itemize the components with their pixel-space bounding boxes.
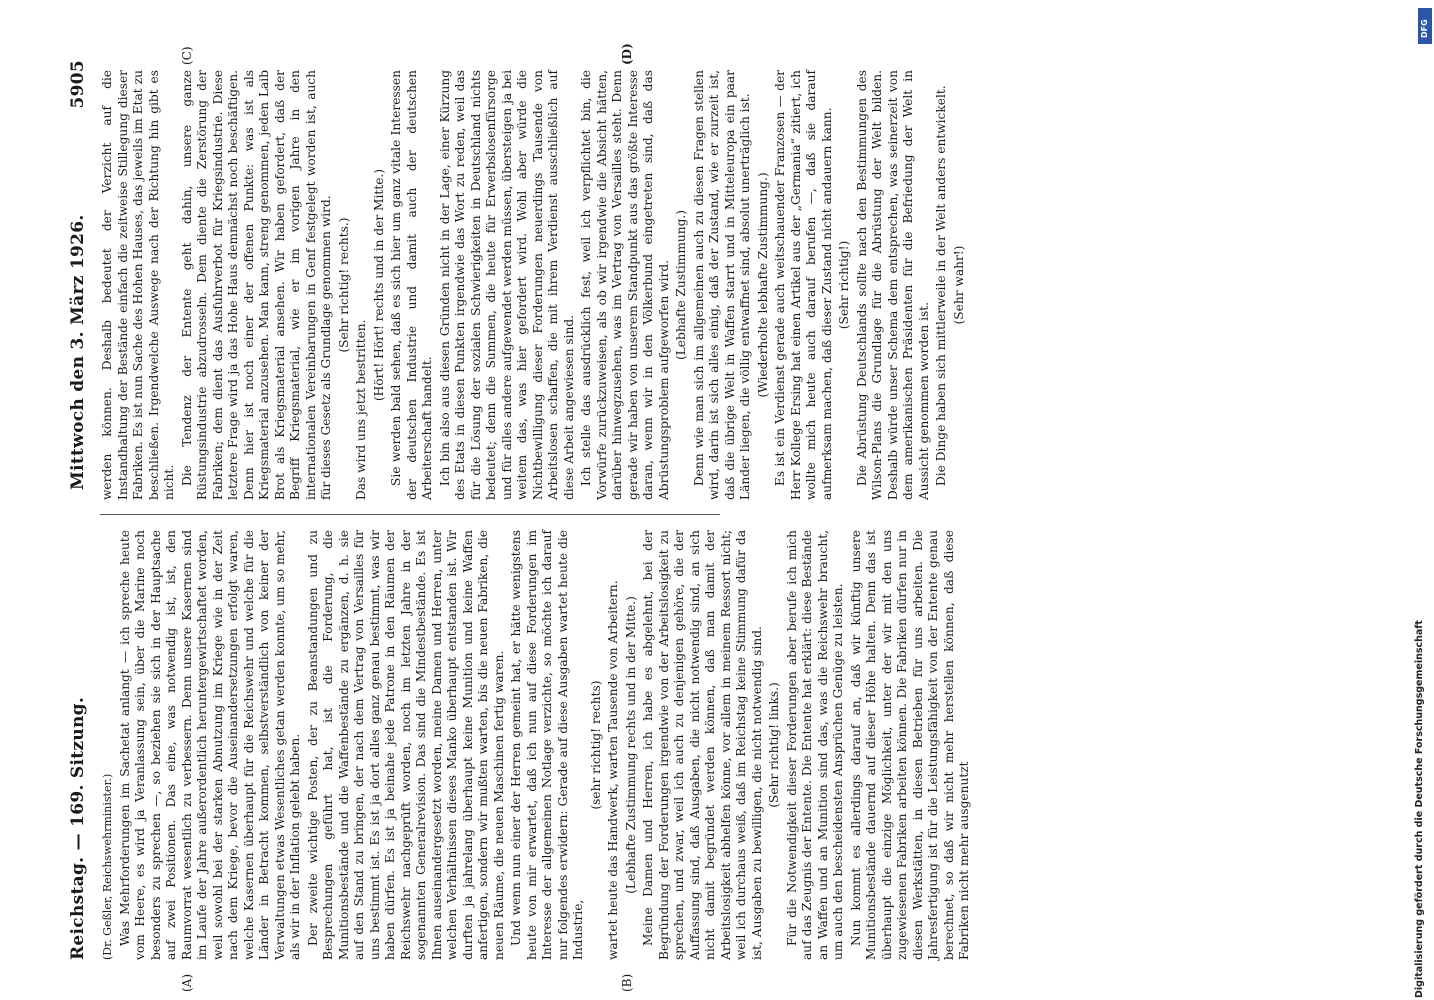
interjection: (Sehr richtig! links.) <box>767 682 781 808</box>
paragraph: Nun kommt es allerdings darauf an, daß wir künftig unsere Munitionsbestände dauernd auf dieser Höhe halten. Denn das ist überhaupt die einzige Möglichkeit, unter der wir mit den uns zugewiesenen Fabriken arbeiten können. Die Fabriken dürfen nur in diesen Werkstätten, in diesen Betrieben für uns arbeiten. Die Jahresfertigung ist für die Leistungsfähigkeit von der Entente genau berechnet, so daß wir nicht mehr herstellen können, daß diese Fabriken nicht mehr ausgenutzt <box>848 530 971 960</box>
interjection: (Sehr richtig!) <box>837 240 851 330</box>
paragraph: Das wird uns jetzt bestritten. <box>354 319 368 500</box>
paragraph: werden können. Deshalb bedeutet der Verzicht auf die Instandhaltung der Bestände einfach die zeitweise Stillegung dieser Fabriken. Es ist nun Sache des Hohen Hauses, das jeweils im Etat zu beschließen. Irgendwelche Auswege nach der Richtung hin gibt es nicht. <box>100 70 176 500</box>
paragraph: Sie werden bald sehen, daß es sich hier um ganz vitale Interessen der deutschen Industrie und damit auch der deutschen Arbeiterschaft handelt. <box>389 70 434 500</box>
paragraph: Und wenn nun einer der Herren gemeint hat, er hätte wenigstens heute von mir erwartet, daß ich nun auf diese Forderungen im Interesse der allgemeinen Notlage verzichte, so möchte ich darauf nur folgendes erwidern: Gerade auf diese Ausgaben wartet heute die Industrie, <box>509 530 585 960</box>
margin-label-c: (C) <box>180 46 194 65</box>
paragraph: Was Mehrforderungen im Sachetat anlangt — ich spreche heute vom Heere, es wird ja Veranlassung sein, über die Marine noch besonders zu sprechen —, so beziehen sie sich in der Hauptsache auf zwei Positionen. Das eine, was notwendig ist, ist, den Raumvorrat wesentlich zu verbessern. Denn unsere Kasernen sind im Laufe der Jahre außerordentlich heruntergewirtschaftet worden, weil sowohl bei der starken Abnutzung im Kriege wie in der Zeit nach dem Kriege, bevor die Auseinandersetzungen erfolgt waren, welche Kasernen überhaupt für die Reichswehr und welche für die Länder in Betracht kommen, selbstverständlich von keiner der Verwaltungen etwas Wesentliches getan werden konnte, um so mehr, als wir in der Inflation gelebt haben. <box>117 530 302 960</box>
interjection: (Lebhafte Zustimmung.) <box>674 209 688 361</box>
funding-credit: Digitalisierung gefördert durch die Deutsche Forschungsgemeinschaft <box>1414 620 1425 998</box>
margin-label-a: (A) <box>180 973 194 992</box>
paragraph: Der zweite wichtige Posten, der zu Beanstandungen und zu Besprechungen geführt hat, ist die Forderung, die Munitionsbestände und die Waffenbestände zu ergänzen, d. h. sie auf den Stand zu bringen, der nach dem Vertrag von Versailles für uns bestimmt ist. Es ist ja dort alles ganz genau bestimmt, was wir haben dürfen. Es ist ja beinahe jede Patrone in den Räumen der Reichswehr nachgeprüft worden, noch im letzten Jahre in der sogenannten Generalrevision. Das sind die Mindestbestände. Es ist Ihnen auseinandergesetzt worden, meine Damen und Herren, unter welchen Verhältnissen dieses Manko überhaupt entstanden ist. Wir durften ja jahrelang überhaupt keine Munition und keine Waffen anfertigen, sondern wir mußten warten, bis die neuen Fabriken, die neuen Räume, die neuen Maschinen fertig waren. <box>305 530 506 960</box>
header-date: Mittwoch den 3. März 1926. <box>68 214 88 490</box>
credit-strip <box>1414 8 1430 998</box>
interjection: (Lebhafte Zustimmung rechts und in der Mitte.) <box>623 596 638 894</box>
interjection: (Sehr wahr!) <box>951 245 966 325</box>
speaker-label: (Dr. Geßler, Reichswehrminister.) <box>101 773 114 960</box>
margin-label-d: (D) <box>620 43 634 65</box>
page-header <box>68 60 94 960</box>
column-divider <box>100 514 720 515</box>
margin-label-b: (B) <box>620 973 634 992</box>
paragraph: Die Dinge haben sich mittlerweile in der Welt anders entwickelt. <box>934 85 948 486</box>
paragraph: Meine Damen und Herren, ich habe es abgelehnt, bei der Begründung der Forderungen irgendwie von der Arbeitslosigkeit zu sprechen, und zwar, weil ich auch zu denjenigen gehöre, die der Auffassung sind, daß Ausgaben, die nicht notwendig sind, an sich nicht damit begründet werden können, daß man damit der Arbeitslosigkeit abhelfen könne, vor allem in meinem Ressort nicht; weil ich durchaus weiß, daß im Reichstag keine Stimmung dafür da ist, Ausgaben zu bewilligen, die nicht notwendig sind. <box>641 530 764 960</box>
paragraph: Ich bin also aus diesen Gründen nicht in der Lage, einer Kürzung des Etats in diesen Punkten irgendwie das Wort zu reden, weil das für die Lösung der sozialen Schwierigkeiten in Deutschland nichts bedeutet; denn die Summen, die heute für Erwerbslosenfürsorge und für alles andere aufgewendet werden müssen, übersteigen ja bei weitem das, was hier gefordert wird. Wohl aber würde die Nichtbewilligung dieser Forderungen neuerdings Tausende von Arbeitslosen schaffen, die mit ihrem Verdienst ausschließlich auf diese Arbeit angewiesen sind. <box>437 70 576 500</box>
interjection: (Sehr richtig! rechts.) <box>336 217 351 353</box>
paragraph: Die Abrüstung Deutschlands sollte nach den Bestimmungen des Wilson-Plans die Grundlage für die Abrüstung der Welt bilden. Deshalb würde unser Schema dem entsprechen, was seinerzeit von dem amerikanischen Präsidenten für die Befriedung der Welt in Aussicht genommen worden ist. <box>854 70 931 500</box>
paragraph: Für die Notwendigkeit dieser Forderungen aber berufe ich mich auf das Zeugnis der Entente. Die Entente hat erklärt: diese Bestände an Waffen und an Munition sind das, was die Reichswehr braucht, um auch den bescheidensten Ansprüchen Genüge zu leisten. <box>784 530 845 960</box>
left-column <box>100 530 975 960</box>
header-page-number: 5905 <box>68 60 88 109</box>
document-page <box>60 43 1390 992</box>
interjection: (Hört! Hört! rechts und in der Mitte.) <box>371 168 386 402</box>
paragraph: Die Tendenz der Entente geht dahin, unsere ganze Rüstungsindustrie abzudrosseln. Dem diente die Zerstörung der Fabriken; dem dient das Ausfuhrverbot für Kriegsindustrie. Diese letztere Frage wird ja das Hohe Haus demnächst noch beschäftigen. Denn hier ist noch einer der offenen Punkte: was ist als Kriegsmaterial anzusehen. Man kann, streng genommen, jeden Laib Brot als Kriegsmaterial ansehen. Wir haben gefordert, daß der Begriff Kriegsmaterial, wie er im vorigen Jahre in den internationalen Vereinbarungen in Genf festgelegt worden ist, auch für dieses Gesetz als Grundlage genommen wird. <box>179 70 333 500</box>
paragraph: Es ist ein Verdienst gerade auch weitschauender Franzosen — der Herr Kollege Ersing hat einen Artikel aus der „Germania“ zitiert, ich wollte mich heute auch darauf berufen —, daß sie darauf aufmerksam machen, daß dieser Zustand nicht andauern kann. <box>773 70 834 500</box>
interjection: (sehr richtig! rechts) <box>588 680 603 810</box>
paragraph: wartet heute das Handwerk, warten Tausende von Arbeitern. <box>606 580 620 960</box>
right-column <box>100 70 969 500</box>
interjection: (Wiederholte lebhafte Zustimmung.) <box>755 172 770 398</box>
dfg-logo-text: DFG <box>1420 19 1429 38</box>
header-session: Reichstag. — 169. Sitzung. <box>68 696 88 960</box>
paragraph: Denn wie man sich im allgemeinen auch zu diesen Fragen stellen wird, darin ist sich alles einig, daß der Zustand, wie er zurzeit ist, daß die übrige Welt in Waffen starrt und in Mitteleuropa ein paar Länder liegen, die völlig entwaffnet sind, absolut unerträglich ist. <box>691 70 752 500</box>
paragraph: Ich stelle das ausdrücklich fest, weil ich verpflichtet bin, die Vorwürfe zurückzuweisen, als ob wir irgendwie die Absicht hätten, darüber hinwegzusehen, was im Vertrag von Versailles steht. Denn gerade wir haben von unserem Standpunkt aus das größte Interesse daran, wenn wir in den Völkerbund eingetreten sind, daß das Abrüstungsproblem aufgeworfen wird. <box>579 70 671 500</box>
